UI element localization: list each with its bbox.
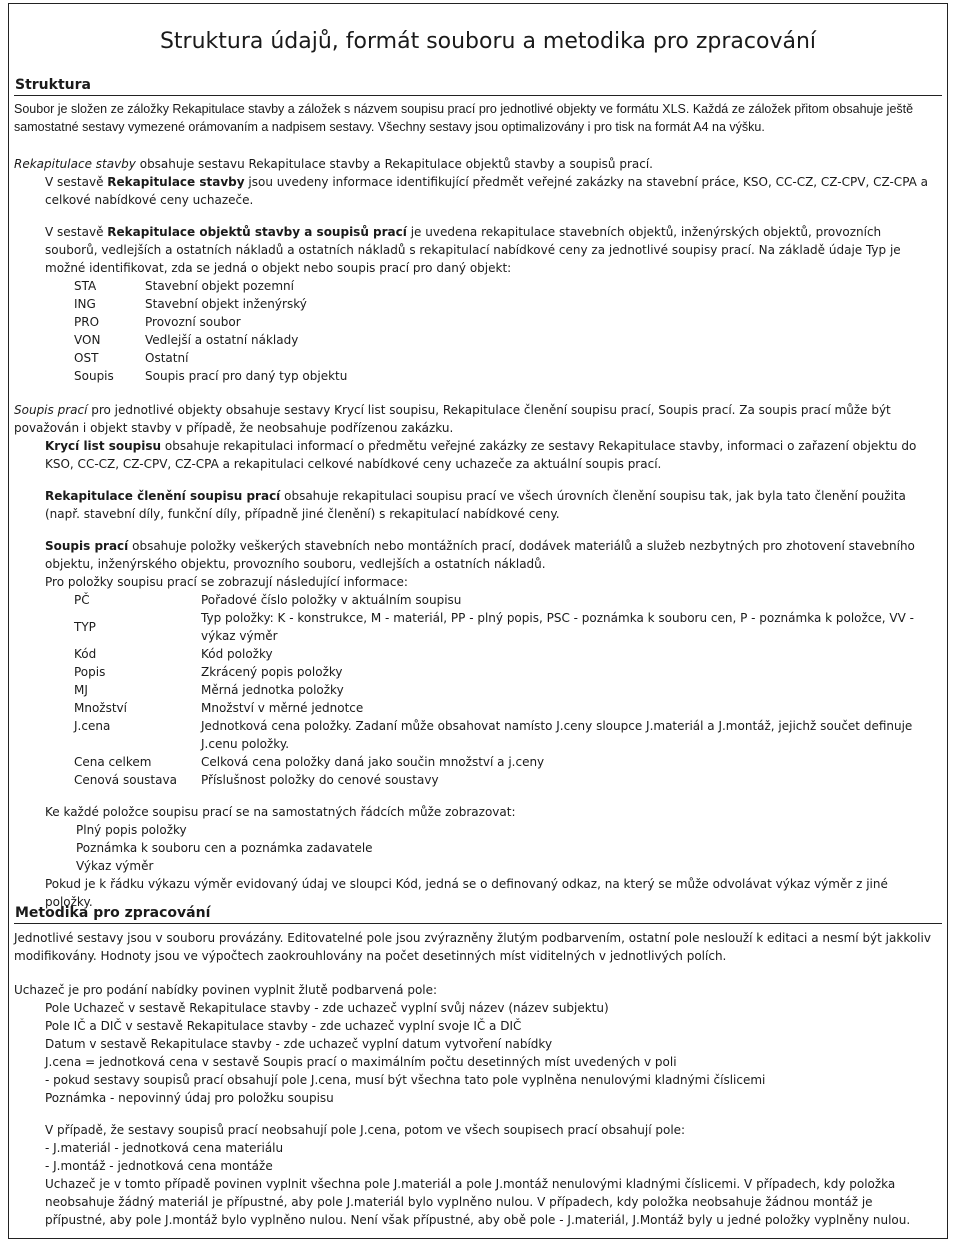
object-type-row [74,313,347,331]
object-type-desc: Ostatní [145,351,189,365]
item-field-code: TYP [74,620,96,634]
section-heading-struktura: Struktura [14,76,942,96]
object-type-row [74,295,347,313]
intro-paragraph: Soubor je složen ze záložky Rekapitulace stavby a záložek s názvem soupisu prací pro jednotlivé objekty ve formátu XLS. Každá ze záložek přitom obsahuje ještě samostatné sestavy vymezené orámovaním a nadpisem sestavy. Všechny sestavy jsou optimalizovány i pro tisk na formát A4 na výšku. [14,102,914,134]
item-field-code: PČ [74,593,90,607]
item-field-desc: Množství v měrné jednotce [201,701,364,715]
item-field-desc: Zkrácený popis položky [201,665,343,679]
object-type-code: Soupis [74,369,114,383]
object-type-row [74,349,347,367]
item-field-code: MJ [74,683,88,697]
row-item: Výkaz výměr [76,859,154,873]
object-type-row [74,331,347,349]
required-field-item: Poznámka - nepovinný údaj pro položku soupisu [45,1091,334,1105]
item-field-code: Cenová soustava [74,773,177,787]
item-field-desc: Jednotková cena položky. Zadaní může obsahovat namísto J.ceny sloupce J.materiál a J.montáž, jejichž součet definuje J.cenu položky. [201,719,913,751]
required-field-item: J.cena = jednotková cena v sestavě Soupis prací o maximálním počtu desetinných míst uvedených v poli [45,1055,677,1069]
item-field-row [74,663,937,681]
object-type-desc: Provozní soubor [145,315,241,329]
item-field-row [74,681,937,699]
item-field-row [74,717,937,753]
item-field-desc: Typ položky: K - konstrukce, M - materiál, PP - plný popis, PSC - poznámka k souboru cen, P - poznámka k položce, VV - výkaz výměr [201,611,914,643]
object-type-row [74,367,347,385]
rekapitulace-objektu-block: V sestavě Rekapitulace objektů stavby a soupisů prací je uvedena rekapitulace stavebních objektů, inženýrských objektů, provozních souborů, vedlejších a ostatních nákladů a ostatních nákladů s rekapitulací nabídkové ceny za jednotlivé soupisy prací. Na základě údaje Typ je možné identifikovat, zda se jedná o objekt nebo soupis prací pro daný objekt: [45,225,901,275]
page-title: Struktura údajů, formát souboru a metodika pro zpracování [159,29,817,54]
object-type-code: VON [74,333,101,347]
object-type-desc: Stavební objekt pozemní [145,279,294,293]
soupis-praci-detail-block: Soupis prací obsahuje položky veškerých stavebních nebo montážních prací, dodávek materiálů a služeb nezbytných pro zhotovení stavebního objektu, inženýrského objektu, provozního souboru, vedlejších a ostatních nákladů. Pro položky soupisu prací se zobrazují následující informace: [45,539,915,589]
price-field-item: - J.montáž - jednotková cena montáže [45,1159,273,1173]
item-field-row [74,609,937,645]
object-type-code: PRO [74,315,100,329]
required-field-item: Pole IČ a DIČ v sestavě Rekapitulace stavby - zde uchazeč vyplní svoje IČ a DIČ [45,1019,522,1033]
item-field-code: Kód [74,647,97,661]
item-field-desc: Pořadové číslo položky v aktuálním soupisu [201,593,462,607]
metodika-paragraph-3: V případě, že sestavy soupisů prací neobsahují pole J.cena, potom ve všech soupisech prací obsahují pole: - J.materiál - jednotková cena materiálu - J.montáž - jednotková cena montáže Uchazeč je v tomto případě povinen vyplnit všechna pole J.materiál a pole J.montáž nenulovými kladnými číslicemi. V případech, kdy položka neobsahuje žádný materiál je přípustné, aby pole J.materiál bylo vyplněno nulou. V případech, kdy položka neobsahuje žádnou montáž je přípustné, aby pole J.montáž bylo vyplněno nulou. Není však přípustné, aby obě pole - J.materiál, J.Montáž byly u jedné položky vyplněny nulou. [14,1121,937,1229]
item-field-row [74,591,937,609]
item-field-desc: Celková cena položky daná jako součin množství a j.ceny [201,755,545,769]
term-rekapitulace-stavby: Rekapitulace stavby [14,157,136,171]
item-fields-table [14,591,937,789]
rekapitulace-stavby-block: Rekapitulace stavby obsahuje sestavu Rekapitulace stavby a Rekapitulace objektů stavby a soupisů prací. V sestavě Rekapitulace stavby jsou uvedeny informace identifikující předmět veřejné zakázky na stavební práce, KSO, CC-CZ, CZ-CPV, CZ-CPA a celkové nabídkové ceny uchazeče. [14,157,929,207]
soupis-praci-block: Soupis prací pro jednotlivé objekty obsahuje sestavy Krycí list soupisu, Rekapitulace členění soupisu prací, Soupis prací. Za soupis prací může být považován i objekt stavby v případě, že neobsahuje podřízenou zakázku. Krycí list soupisu obsahuje rekapitulaci informací o předmětu veřejné zakázky ze sestavy Rekapitulace stavby, informaci o zařazení objektu do KSO, CC-CZ, CZ-CPV, CZ-CPA a rekapitulaci celkové nabídkové ceny uchazeče za aktuální soupis prací. [14,403,917,471]
item-field-desc: Příslušnost položky do cenové soustavy [201,773,439,787]
item-field-desc: Kód položky [201,647,273,661]
item-field-code: Cena celkem [74,755,152,769]
object-type-code: ING [74,297,96,311]
object-type-desc: Stavební objekt inženýrský [145,297,307,311]
item-field-row [74,753,937,771]
object-type-code: STA [74,279,97,293]
required-field-item: - pokud sestavy soupisů prací obsahují pole J.cena, musí být všechna tato pole vyplněna nenulovými kladnými číslicemi [45,1073,766,1087]
object-type-row [74,277,347,295]
item-field-row [74,699,937,717]
section-heading-metodika: Metodika pro zpracování [14,904,942,924]
row-item: Plný popis položky [76,823,187,837]
metodika-paragraph-1: Jednotlivé sestavy jsou v souboru provázány. Editovatelné pole jsou zvýrazněny žlutým podbarvením, ostatní pole neslouží k editaci a nesmí být jakkoliv modifikovány. Hodnoty jsou ve výpočtech zaokrouhlovány na počet desetinných míst viditelných v jednotlivých polích. [14,931,931,963]
price-field-item: - J.materiál - jednotková cena materiálu [45,1141,284,1155]
item-field-row [74,645,937,663]
object-types-table [14,277,937,385]
metodika-paragraph-2: Uchazeč je pro podání nabídky povinen vyplnit žlutě podbarvená pole: Pole Uchazeč v sestavě Rekapitulace stavby - zde uchazeč vyplní svůj název (název subjektu) Pole IČ a DIČ v sestavě Rekapitulace stavby - zde uchazeč vyplní svoje IČ a DIČ Datum v sestavě Rekapitulace stavby - zde uchazeč vyplní datum vytvoření nabídky J.cena = jednotková cena v sestavě Soupis prací o maximálním počtu desetinných míst uvedených v poli - pokud sestavy soupisů prací obsahují pole J.cena, musí být všechna tato pole vyplněna nenulovými kladnými číslicemi Poznámka - nepovinný údaj pro položku soupisu [14,981,937,1107]
row-item: Poznámka k souboru cen a poznámka zadavatele [76,841,373,855]
item-field-code: Popis [74,665,106,679]
required-field-item: Datum v sestavě Rekapitulace stavby - zde uchazeč vyplní datum vytvoření nabídky [45,1037,553,1051]
object-type-code: OST [74,351,99,365]
item-field-desc: Měrná jednotka položky [201,683,344,697]
object-type-desc: Soupis prací pro daný typ objektu [145,369,348,383]
item-field-code: Množství [74,701,127,715]
required-field-item: Pole Uchazeč v sestavě Rekapitulace stavby - zde uchazeč vyplní svůj název (název subjektu) [45,1001,609,1015]
item-field-row [74,771,937,789]
document-page [8,3,948,1239]
rekapitulace-cleneni-block: Rekapitulace členění soupisu prací obsahuje rekapitulaci soupisu prací ve všech úrovních členění soupisu tak, jak byla tato členění použita (např. stavební díly, funkční díly, případně jiné členění) s rekapitulací nabídkové ceny. [45,489,906,521]
item-field-code: J.cena [74,719,111,733]
object-type-desc: Vedlejší a ostatní náklady [145,333,299,347]
rows-block: Ke každé položce soupisu prací se na samostatných řádcích může zobrazovat: Plný popis položky Poznámka k souboru cen a poznámka zadavatele Výkaz výměr Pokud je k řádku výkazu výměr evidovaný údaj ve sloupci Kód, jedná se o definovaný odkaz, na který se může odvolávat výkaz výměr z jiné položky. [14,803,937,911]
